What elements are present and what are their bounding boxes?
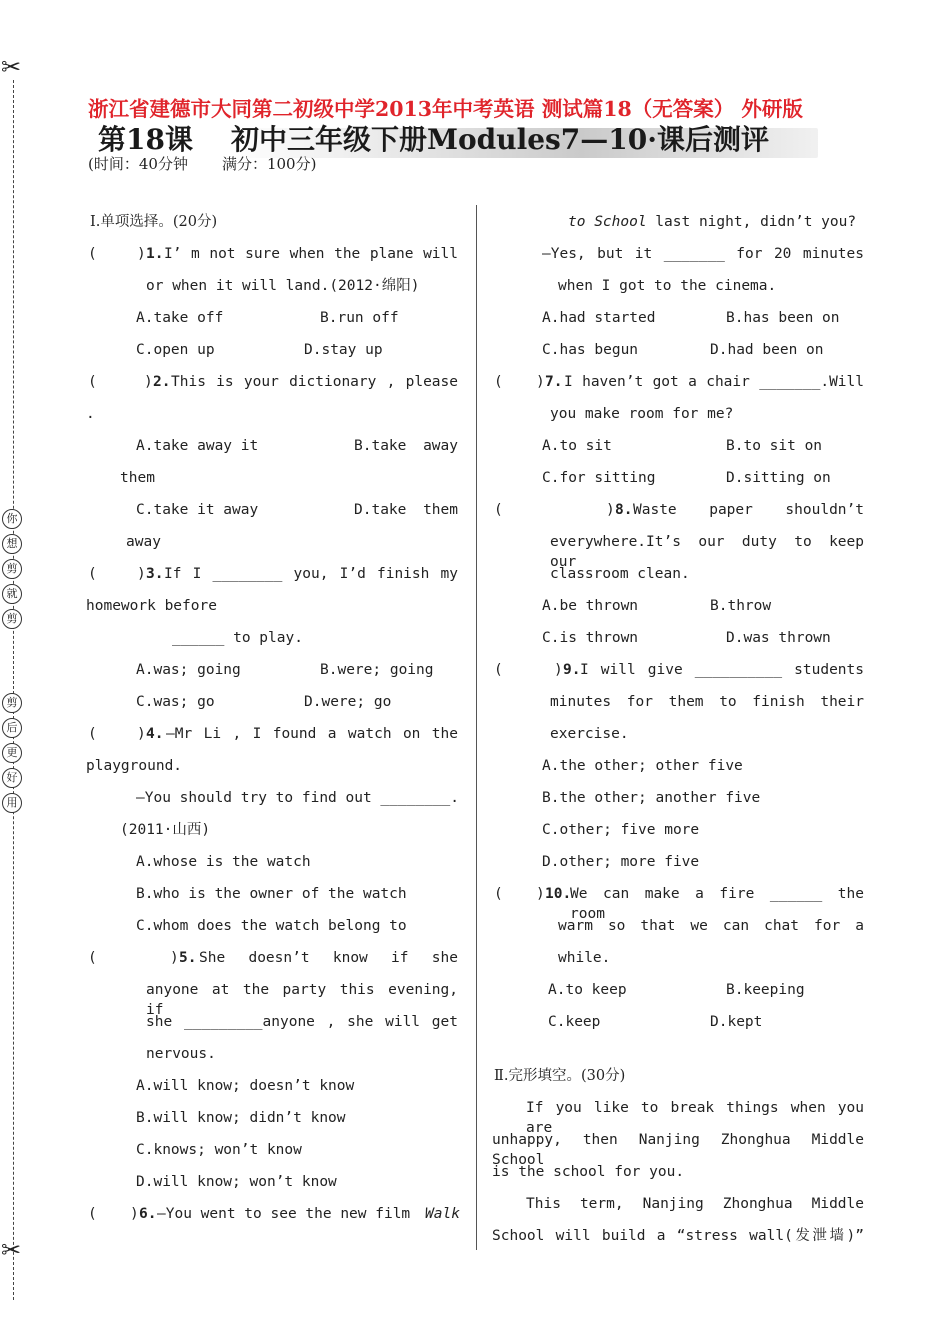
question-text: —Mr Li , I found a watch on the <box>166 726 458 742</box>
option: D.kept <box>710 1014 763 1030</box>
option: D.sitting on <box>726 470 831 486</box>
question-text: . <box>86 406 95 422</box>
question-text: I haven’t got a chair _______.Will <box>564 374 864 390</box>
option: B.throw <box>710 598 772 614</box>
answer-paren-close: ) <box>144 374 153 390</box>
option: A.to sit <box>542 438 612 454</box>
option: away <box>126 534 161 550</box>
question-text: exercise. <box>550 726 629 742</box>
answer-paren-close: ) <box>137 726 146 742</box>
question-source: (2011·山西) <box>120 822 211 838</box>
answer-paren-close: ) <box>536 886 545 902</box>
answer-paren-open: ( <box>494 662 503 678</box>
answer-paren-close: ) <box>606 502 615 518</box>
option: B.has been on <box>726 310 840 326</box>
question-text: anyone at the party this evening, if <box>146 982 458 1018</box>
answer-paren-open: ( <box>494 374 503 390</box>
margin-char: 用 <box>2 793 22 813</box>
question-text: —You went to see the new film <box>157 1206 411 1222</box>
option: C.knows; won’t know <box>136 1142 302 1158</box>
answer-paren-close: ) <box>554 662 563 678</box>
question-number: 5. <box>179 950 197 966</box>
option: A.to keep <box>548 982 627 998</box>
option: C.keep <box>548 1014 601 1030</box>
question-text: or when it will land.(2012·绵阳) <box>146 278 420 294</box>
question-text: everywhere.It’s our duty to keep our <box>550 534 864 570</box>
question-number: 1. <box>146 246 164 262</box>
option: C.is thrown <box>542 630 639 646</box>
option: D.stay up <box>304 342 383 358</box>
option: D.were; go <box>304 694 392 710</box>
question-text: playground. <box>86 758 183 774</box>
question-text: while. <box>558 950 611 966</box>
time-score-line <box>88 153 316 174</box>
section-title: Ⅰ.单项选择。(20分) <box>90 214 218 230</box>
margin-char: 好 <box>2 768 22 788</box>
question-text: If I ________ you, I’d finish my <box>164 566 458 582</box>
option: A.take off <box>136 310 224 326</box>
question-number: 2. <box>153 374 171 390</box>
question-text: last night, didn’t you? <box>646 214 857 230</box>
option: C.open up <box>136 342 215 358</box>
option: A.had started <box>542 310 656 326</box>
lesson-number: 第18课 <box>98 123 193 156</box>
option: C.take it away <box>136 502 259 518</box>
question-number: 6. <box>139 1206 157 1222</box>
option: C.has begun <box>542 342 639 358</box>
section-title: Ⅱ.完形填空。(30分) <box>494 1068 626 1084</box>
question-number: 8. <box>615 502 633 518</box>
option: them <box>120 470 155 486</box>
option: B.to sit on <box>726 438 823 454</box>
answer-paren-open: ( <box>88 374 97 390</box>
answer-paren-open: ( <box>494 502 503 518</box>
option: A.take away it <box>136 438 259 454</box>
option: B.were; going <box>320 662 434 678</box>
question-text: when I got to the cinema. <box>558 278 777 294</box>
option: A.will know; doesn’t know <box>136 1078 355 1094</box>
question-text: classroom clean. <box>550 566 690 582</box>
question-text: nervous. <box>146 1046 216 1062</box>
question-number: 10. <box>545 886 572 902</box>
answer-paren-close: ) <box>170 950 179 966</box>
question-text: We can make a fire ______ the room <box>570 886 864 922</box>
answer-paren-close: ) <box>137 566 146 582</box>
question-number: 7. <box>545 374 563 390</box>
answer-paren-close: ) <box>137 246 146 262</box>
question-text <box>568 212 856 232</box>
question-text: homework before <box>86 598 217 614</box>
question-text: I will give __________ students <box>580 662 864 678</box>
option: B.will know; didn’t know <box>136 1110 346 1126</box>
option: D.will know; won’t know <box>136 1174 337 1190</box>
option: C.whom does the watch belong to <box>136 918 407 934</box>
question-text: minutes for them to finish their <box>550 694 864 710</box>
margin-char: 后 <box>2 718 22 738</box>
question-text: she _________anyone , she will get <box>146 1014 458 1030</box>
question-text: I’ m not sure when the plane will <box>164 246 458 262</box>
question-number: 4. <box>146 726 164 742</box>
option: C.other; five more <box>542 822 700 838</box>
question-text: —You should try to find out ________. <box>136 790 460 806</box>
option: A.whose is the watch <box>136 854 311 870</box>
lesson-subtitle: 初中三年级下册Modules7—10·课后测评 <box>230 123 769 156</box>
answer-paren-open: ( <box>88 950 97 966</box>
film-title: to School <box>568 214 647 230</box>
margin-char: 想 <box>2 534 22 554</box>
passage-line: This term, Nanjing Zhonghua Middle <box>526 1196 864 1212</box>
passage-line: If you like to break things when you are <box>526 1100 864 1136</box>
option: D.had been on <box>710 342 824 358</box>
option: B.who is the owner of the watch <box>136 886 407 902</box>
option: A.the other; other five <box>542 758 743 774</box>
question-text: Waste paper shouldn’t <box>633 502 864 518</box>
margin-char: 就 <box>2 584 22 604</box>
option: A.was; going <box>136 662 241 678</box>
question-number: 9. <box>563 662 581 678</box>
cut-line <box>13 80 14 1300</box>
margin-char: 剪 <box>2 693 22 713</box>
answer-paren-close: ) <box>536 374 545 390</box>
option: C.for sitting <box>542 470 656 486</box>
option: C.was; go <box>136 694 215 710</box>
answer-paren-open: ( <box>88 726 97 742</box>
option: B.keeping <box>726 982 805 998</box>
passage-line: School will build a “stress wall(发泄墙)” <box>492 1228 864 1244</box>
question-number: 3. <box>146 566 164 582</box>
option: B.take away <box>354 438 458 454</box>
option: B.the other; another five <box>542 790 761 806</box>
margin-char: 你 <box>2 509 22 529</box>
margin-char: 更 <box>2 743 22 763</box>
margin-char: 剪 <box>2 559 22 579</box>
document-title: 浙江省建德市大同第二初级中学2013年中考英语 测试篇18（无答案） 外研版 <box>88 97 803 121</box>
answer-paren-open: ( <box>88 1206 97 1222</box>
question-text: —Yes, but it _______ for 20 minutes <box>542 246 864 262</box>
question-text: This is your dictionary , please <box>171 374 458 390</box>
scissors-icon: ✂ <box>1 1236 22 1264</box>
passage-line: is the school for you. <box>492 1164 685 1180</box>
column-divider <box>476 205 477 1250</box>
question-text: She doesn’t know if she <box>199 950 458 966</box>
answer-paren-open: ( <box>494 886 503 902</box>
option: A.be thrown <box>542 598 639 614</box>
option: D.take them <box>354 502 458 518</box>
passage-line: unhappy, then Nanjing Zhonghua Middle School <box>492 1132 864 1168</box>
question-text: warm so that we can chat for a <box>558 918 864 934</box>
scissors-icon: ✂ <box>1 53 22 81</box>
answer-paren-open: ( <box>88 246 97 262</box>
question-text: you make room for me? <box>550 406 734 422</box>
option: B.run off <box>320 310 399 326</box>
full-score: 满分：100分) <box>221 155 317 173</box>
margin-char: 剪 <box>2 609 22 629</box>
question-text: ______ to play. <box>172 630 303 646</box>
film-title: Walk <box>425 1206 460 1222</box>
option: D.other; more five <box>542 854 700 870</box>
answer-paren-close: ) <box>130 1206 139 1222</box>
answer-paren-open: ( <box>88 566 97 582</box>
time-limit: (时间：40分钟 <box>88 155 188 173</box>
option: D.was thrown <box>726 630 831 646</box>
